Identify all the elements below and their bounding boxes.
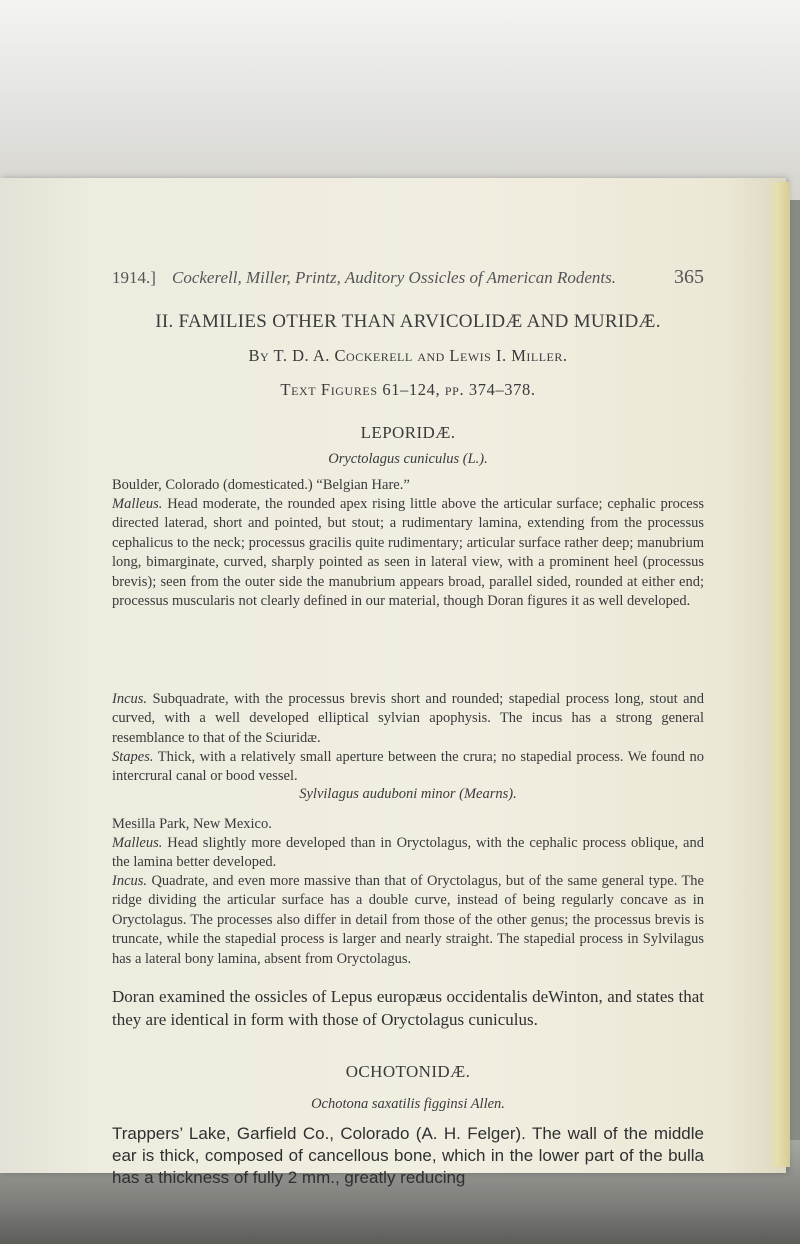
scan-backdrop-top — [0, 0, 800, 200]
page-number: 365 — [674, 266, 704, 288]
authors-line: By T. D. A. Cockerell and Lewis I. Miller. — [248, 346, 568, 365]
species-heading-sylvilagus: Sylvilagus auduboni minor (Mearns). — [299, 786, 517, 802]
label-malleus: Malleus. — [112, 496, 163, 512]
text-stapes: Thick, with a relatively small aperture between the crura; no stapedial process. We found no intercrural canal or bood vessel. — [112, 749, 704, 785]
label-incus: Incus. — [112, 873, 148, 889]
label-incus: Incus. — [112, 691, 148, 707]
paragraph-incus-oryctolagus — [112, 690, 704, 748]
running-head-title: Cockerell, Miller, Printz, Auditory Ossicles of American Rodents. — [172, 268, 616, 287]
paragraph-incus-sylvilagus — [112, 872, 704, 969]
text-malleus: Head moderate, the rounded apex rising little above the articular surface; cephalic process directed laterad, short and pointed, but stout; a rudimentary lamina, extending from the processus cephalicus to the neck; processus gracilis quite rudimentary; articular surface rather deep; manubrium long, bimarginate, curved, sharply pointed as seen in lateral view, with a prominent heel (processus brevis); seen from the outer side the manubrium appears broad, parallel sided, rounded at either end; processus muscularis not clearly defined in our material, though Doran figures it as well developed. — [112, 496, 704, 610]
text-malleus: Head slightly more developed than in Oryctolagus, with the cephalic process oblique, and the lamina better developed. — [112, 835, 704, 871]
running-head-year: 1914.] — [112, 268, 156, 287]
locality-boulder: Boulder, Colorado (domesticated.) “Belgian Hare.” — [112, 477, 410, 493]
species-heading-ochotona: Ochotona saxatilis figginsi Allen. — [311, 1096, 505, 1112]
paragraph-malleus-oryctolagus — [112, 495, 704, 611]
page-edge — [768, 182, 790, 1167]
family-heading-ochotonidae: OCHOTONIDÆ. — [345, 1062, 471, 1081]
label-stapes: Stapes. — [112, 749, 154, 765]
species-heading-oryctolagus: Oryctolagus cuniculus (L.). — [328, 451, 488, 467]
paragraph-trappers-lake: Trappers’ Lake, Garfield Co., Colorado (A. H. Felger). The wall of the middle ear is thick, composed of cancellous bone, which in the lower part of the bulla has a thickness of fully 2 mm., greatly reducing — [112, 1124, 704, 1187]
text-incus: Quadrate, and even more massive than that of Oryctolagus, but of the same general type. The ridge dividing the articular surface has a double curve, instead of being regularly concave as in Oryctolagus. The processes also differ in detail from those of the other genus; the processus brevis is truncate, while the stapedial process is larger and nearly straight. The stapedial process in Sylvilagus has a lateral bony lamina, absent from Oryctolagus. — [112, 873, 704, 967]
family-heading-leporidae: LEPORIDÆ. — [360, 423, 456, 442]
section-title: II. FAMILIES OTHER THAN ARVICOLIDÆ AND MURIDÆ. — [155, 311, 661, 332]
paragraph-malleus-sylvilagus — [112, 834, 704, 873]
text-incus: Subquadrate, with the processus brevis short and rounded; stapedial process long, stout and curved, with a well developed elliptical sylvian apophysis. The incus has a strong general resemblance to that of the Sciuridæ. — [112, 691, 705, 746]
running-head — [112, 268, 704, 292]
label-malleus: Malleus. — [112, 835, 163, 851]
figures-note: Text Figures 61–124, pp. 374–378. — [280, 380, 536, 399]
locality-mesilla: Mesilla Park, New Mexico. — [112, 816, 272, 832]
paragraph-doran: Doran examined the ossicles of Lepus europæus occidentalis deWinton, and states that they are identical in form with those of Oryctolagus cuniculus. — [112, 987, 704, 1029]
paragraph-stapes-oryctolagus — [112, 748, 704, 787]
